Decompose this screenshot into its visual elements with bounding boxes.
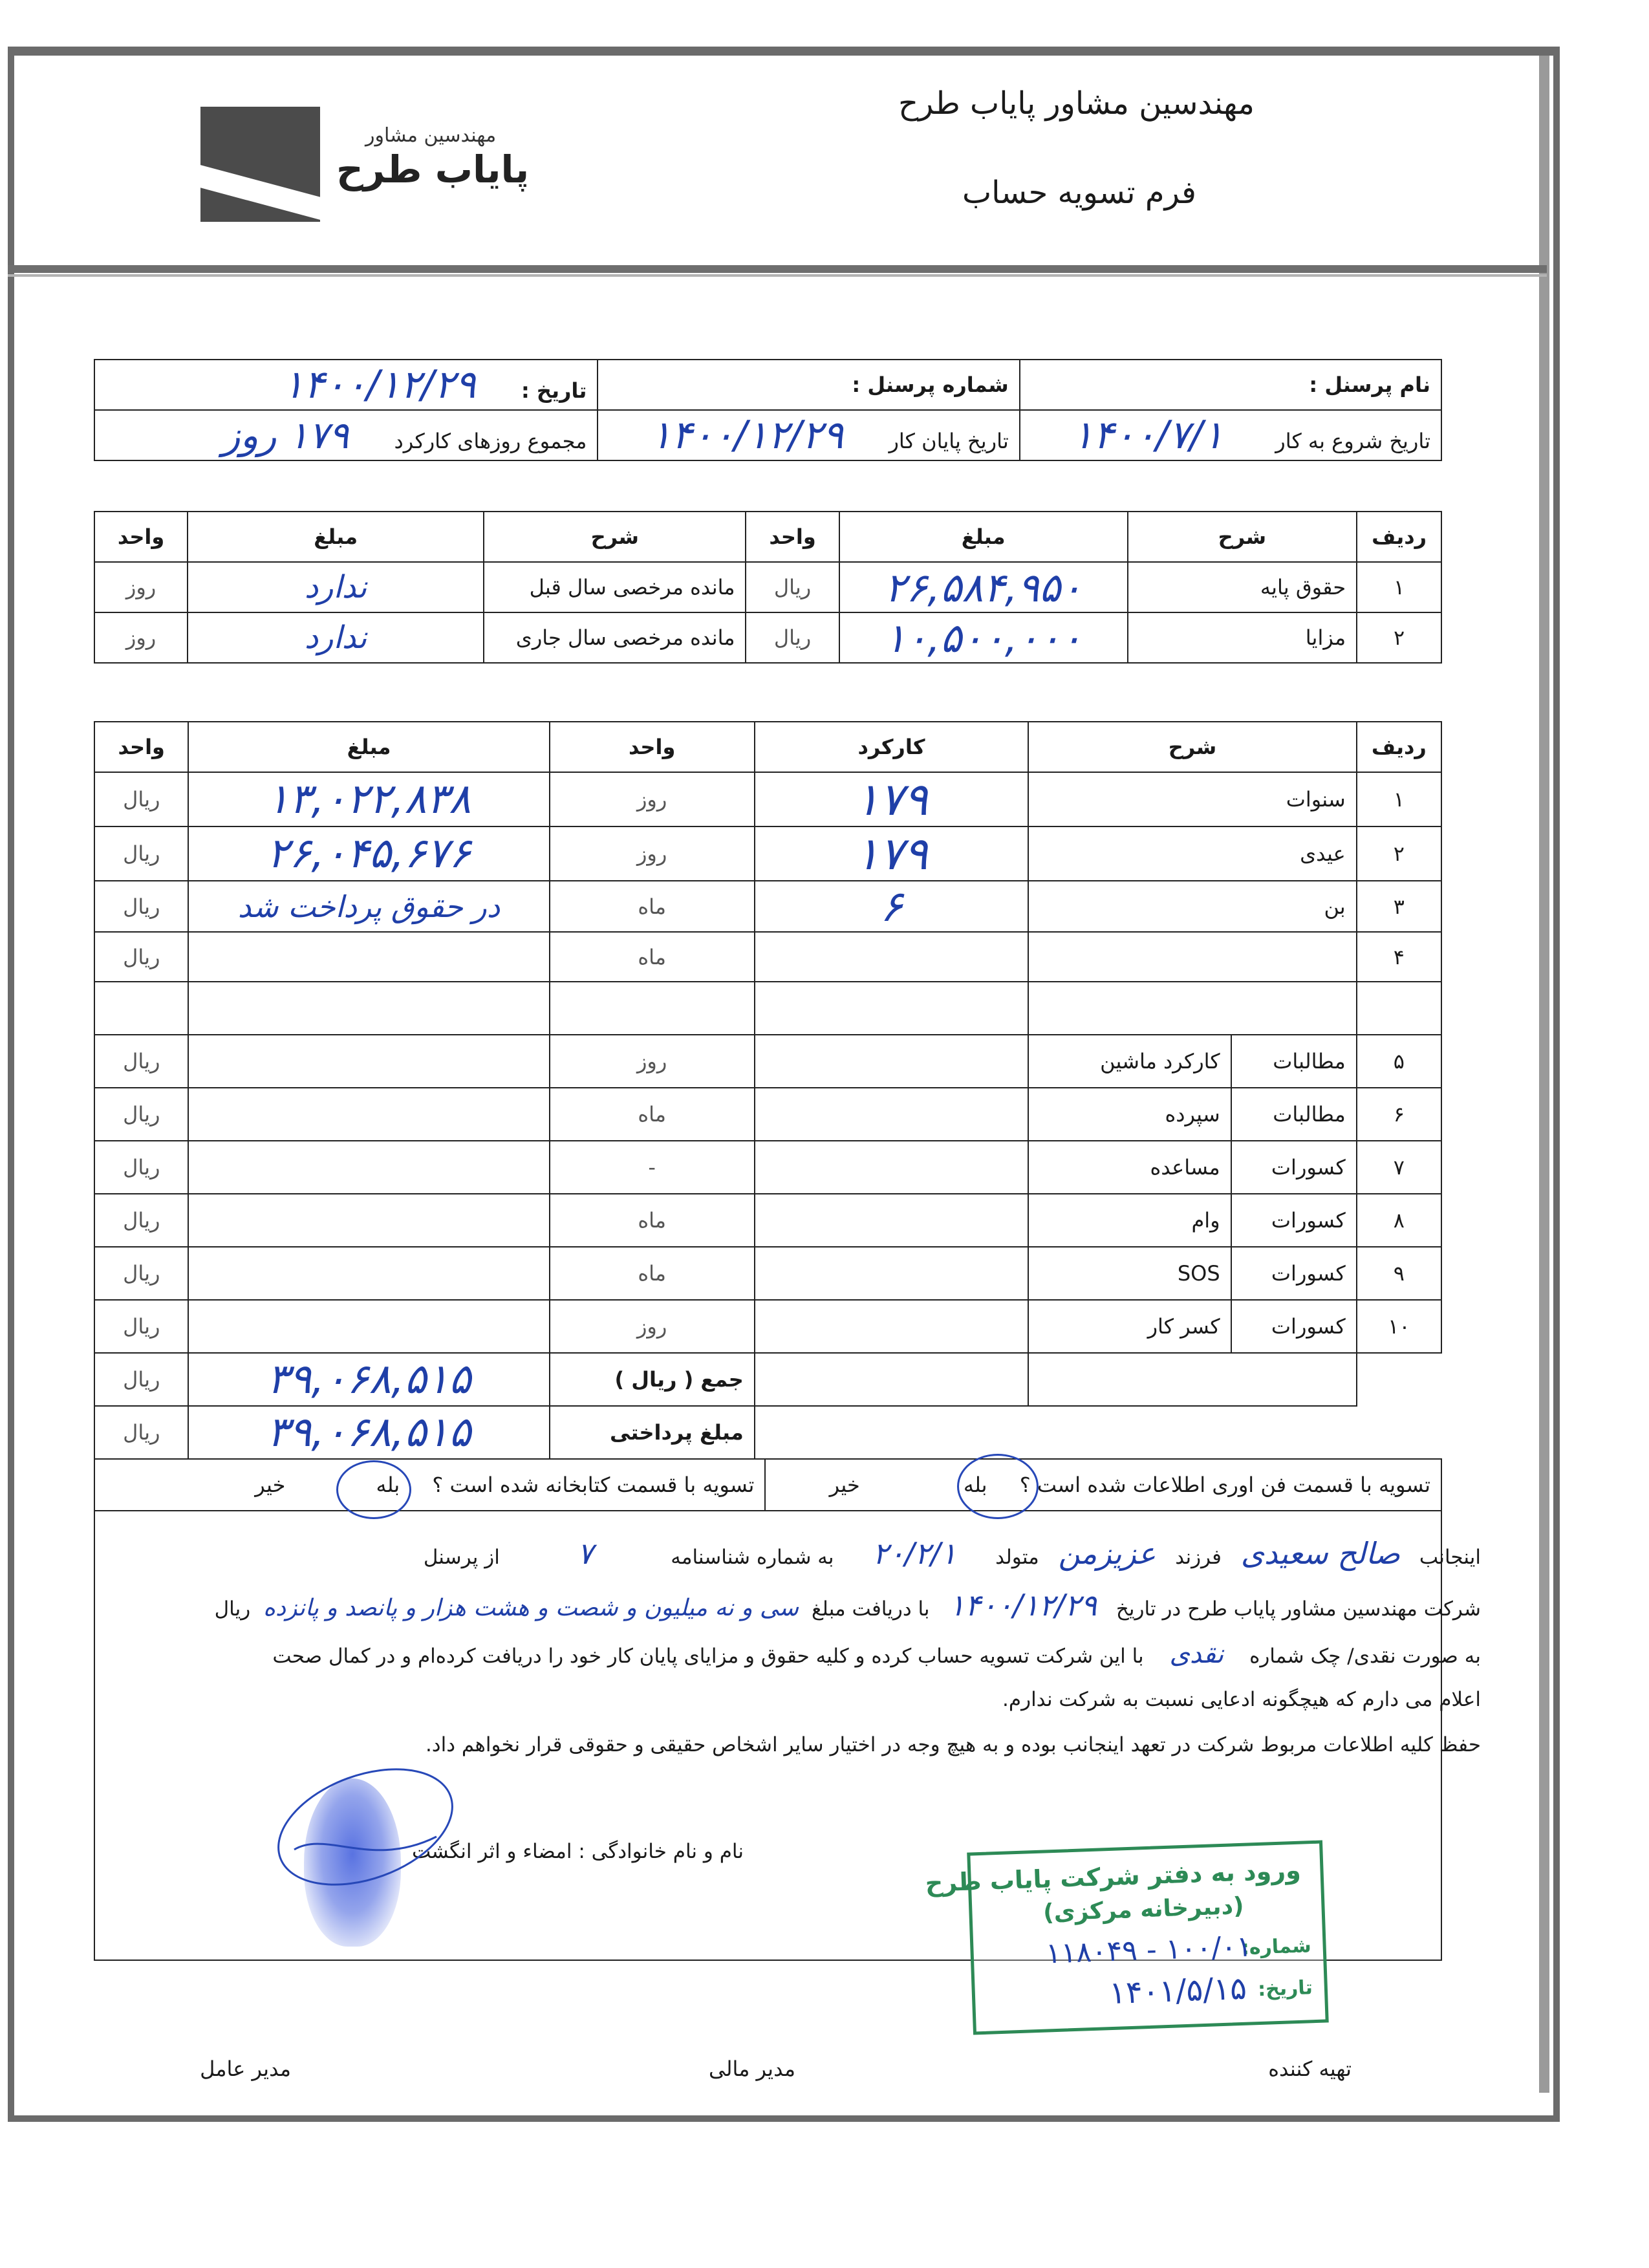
start-value: ۱۴۰۰/۷/۱ — [1072, 413, 1224, 458]
decl-amount-words: سی و نه میلیون و شصت و هشت هزار و پانصد و پانزده — [263, 1595, 799, 1621]
decl-father: عزیزمن — [1058, 1536, 1156, 1571]
row-unit-2: ریال — [94, 1247, 188, 1300]
table-row — [94, 1035, 1441, 1088]
col-unit-2: واحد — [94, 512, 188, 562]
row-no: ۱۰ — [1357, 1300, 1441, 1353]
row-desc-2: مانده مرخصی سال قبل — [484, 562, 746, 612]
stamp-number-label: شماره: — [1241, 1934, 1312, 1960]
sum-unit: ریال — [94, 1353, 188, 1406]
workdays-cell — [94, 410, 598, 460]
table-row — [94, 1194, 1441, 1247]
stamp-date-label: تاریخ: — [1257, 1976, 1313, 2002]
row-unit-2: ریال — [94, 881, 188, 932]
it-settle-cell — [765, 1459, 1441, 1511]
row-desc: سپرده — [1028, 1088, 1231, 1141]
row-desc: کارکرد ماشین — [1028, 1035, 1231, 1088]
decl-date: ۱۴۰۰/۱۲/۲۹ — [949, 1588, 1097, 1623]
library-settle-question: تسویه با قسمت کتابخانه شده است ؟ — [432, 1473, 755, 1497]
table-row — [94, 562, 1441, 612]
table-row — [94, 612, 1441, 663]
row-unit: ماه — [550, 1194, 755, 1247]
library-yes[interactable]: بله — [376, 1473, 400, 1497]
row-work: ۶ — [879, 881, 903, 931]
start-label: تاریخ شروع به کار — [1275, 429, 1430, 453]
row-category: مطالبات — [1231, 1088, 1357, 1141]
row-category: کسورات — [1231, 1141, 1357, 1194]
workdays-value: ۱۷۹ روز — [222, 413, 349, 457]
row-unit: روز — [550, 772, 755, 826]
decl-text: ریال — [214, 1597, 251, 1621]
row-desc: SOS — [1028, 1247, 1231, 1300]
row-category: مطالبات — [1231, 1035, 1357, 1088]
stamp-number-value: ۱۰۰/۰۱ - ۱۱۸۰۴۹ — [1045, 1930, 1253, 1971]
decl-text: متولد — [995, 1546, 1039, 1569]
row-desc: عیدی — [1028, 826, 1357, 881]
declaration-line-1 — [424, 1536, 1481, 1571]
row-category: کسورات — [1231, 1300, 1357, 1353]
row-no: ۲ — [1357, 826, 1441, 881]
company-name: مهندسین مشاور پایاب طرح — [898, 85, 1255, 122]
it-yes-circle — [957, 1454, 1039, 1519]
end-label: تاریخ پایان کار — [889, 429, 1009, 453]
row-work: ۱۷۹ — [855, 773, 928, 826]
registry-stamp — [925, 1840, 1329, 2035]
row-unit: روز — [550, 1035, 755, 1088]
row-amount: ۱۰,۵۰۰,۰۰۰ — [884, 614, 1083, 662]
row-category: کسورات — [1231, 1194, 1357, 1247]
col-amount: مبلغ — [839, 512, 1128, 562]
row-work — [755, 932, 1028, 982]
company-logo — [200, 107, 320, 222]
preparer-label: تهیه کننده — [1268, 2057, 1352, 2081]
row-desc-2: مانده مرخصی سال جاری — [484, 612, 746, 663]
row-unit-2: ریال — [94, 772, 188, 826]
signature — [268, 1759, 462, 1895]
date-label: تاریخ : — [521, 378, 587, 403]
decl-text: اینجانب — [1419, 1546, 1481, 1569]
row-unit: ماه — [550, 1088, 755, 1141]
library-settle-cell — [94, 1459, 765, 1511]
row-desc: مساعده — [1028, 1141, 1231, 1194]
stamp-subtitle: (دبیرخانه مرکزی) — [1042, 1892, 1245, 1927]
declaration-line-2 — [215, 1588, 1481, 1623]
decl-birth: ۲۰/۲/۱ — [872, 1536, 957, 1571]
row-no: ۸ — [1357, 1194, 1441, 1247]
payment-unit: ریال — [94, 1406, 188, 1459]
salary-table — [94, 511, 1442, 664]
col-row-no: ردیف — [1357, 722, 1441, 772]
row-unit-2: ریال — [94, 1035, 188, 1088]
name-label: نام پرسنل : — [1020, 360, 1441, 410]
table-row — [94, 1247, 1441, 1300]
table-row — [94, 772, 1441, 826]
sum-row — [94, 1353, 1441, 1406]
decl-payment-method: نقدی — [1169, 1639, 1224, 1669]
col-desc-2: شرح — [484, 512, 746, 562]
it-yes[interactable]: بله — [963, 1473, 987, 1497]
end-cell — [598, 410, 1019, 460]
row-unit: ریال — [746, 562, 839, 612]
row-no: ۷ — [1357, 1141, 1441, 1194]
declaration-line-3 — [272, 1639, 1481, 1669]
col-unit-2: واحد — [94, 722, 188, 772]
form-title: فرم تسویه حساب — [962, 175, 1196, 211]
personnel-info-table — [94, 359, 1442, 461]
settlement-table — [94, 721, 1442, 1460]
row-desc: سنوات — [1028, 772, 1357, 826]
row-amount: ۱۳,۰۲۲,۸۳۸ — [266, 775, 471, 823]
library-no[interactable]: خیر — [255, 1473, 286, 1497]
signature-label: نام و نام خانوادگی : امضاء و اثر انگشت — [412, 1840, 744, 1863]
row-no: ۵ — [1357, 1035, 1441, 1088]
header-divider — [8, 265, 1547, 273]
row-amount-2: ندارد — [304, 620, 367, 656]
decl-text: به شماره شناسنامه — [671, 1546, 834, 1569]
date-value: ۱۴۰۰/۱۲/۲۹ — [283, 362, 476, 407]
row-unit-2: ریال — [94, 932, 188, 982]
col-unit: واحد — [746, 512, 839, 562]
row-no: ۲ — [1357, 612, 1441, 663]
frame-shadow — [1539, 56, 1549, 2093]
col-work: کارکرد — [755, 722, 1028, 772]
row-unit: ماه — [550, 932, 755, 982]
row-unit: ریال — [746, 612, 839, 663]
payment-row — [94, 1406, 1441, 1459]
payment-label: مبلغ پرداختی — [550, 1406, 755, 1459]
decl-text: از پرسنل — [423, 1546, 500, 1569]
table-row — [94, 1141, 1441, 1194]
row-desc: بن — [1028, 881, 1357, 932]
row-unit-2: ریال — [94, 1194, 188, 1247]
stamp-date-value: ۱۴۰۱/۵/۱۵ — [1108, 1970, 1247, 2012]
row-no: ۶ — [1357, 1088, 1441, 1141]
date-cell — [94, 360, 598, 410]
row-unit: - — [550, 1141, 755, 1194]
row-no: ۱ — [1357, 562, 1441, 612]
row-amount-2: ندارد — [304, 569, 367, 605]
logo-subtitle: مهندسین مشاور — [365, 124, 497, 147]
decl-text: به صورت نقدی/ چک شماره — [1249, 1645, 1481, 1668]
it-settle-question: تسویه با قسمت فن اوری اطلاعات شده است ؟ — [1019, 1473, 1430, 1497]
row-work: ۱۷۹ — [855, 827, 928, 880]
personnel-no-label: شماره پرسنل : — [598, 360, 1019, 410]
it-no[interactable]: خیر — [829, 1473, 860, 1497]
col-row-no: ردیف — [1357, 512, 1441, 562]
spacer-row — [94, 982, 1441, 1035]
row-amount: ۲۶,۰۴۵,۶۷۶ — [266, 830, 471, 878]
payment-value: ۳۹,۰۶۸,۵۱۵ — [266, 1409, 471, 1456]
stamp-title: ورود به دفتر شرکت پایاب طرح — [925, 1855, 1302, 1897]
table-row — [94, 881, 1441, 932]
decl-text: با این شرکت تسویه حساب کرده و کلیه حقوق و مزایای پایان کار خود را دریافت کرده‌ام و در کمال صحت — [272, 1645, 1144, 1668]
row-unit: روز — [550, 1300, 755, 1353]
workdays-label: مجموع روزهای کارکرد — [394, 429, 587, 453]
decl-name: صالح سعیدی — [1240, 1536, 1401, 1571]
table-row — [94, 1300, 1441, 1353]
sum-value: ۳۹,۰۶۸,۵۱۵ — [266, 1355, 471, 1403]
decl-id: ۷ — [577, 1536, 594, 1571]
row-unit: ماه — [550, 881, 755, 932]
row-unit-2: ریال — [94, 1141, 188, 1194]
row-desc: کسر کار — [1028, 1300, 1231, 1353]
table-row — [94, 1088, 1441, 1141]
col-amount-2: مبلغ — [188, 512, 484, 562]
declaration-line-4: اعلام می دارم که هیچگونه ادعایی نسبت به شرکت ندارم. — [1002, 1688, 1481, 1711]
decl-text: با دریافت مبلغ — [811, 1597, 930, 1621]
col-amount: مبلغ — [188, 722, 549, 772]
finance-manager-label: مدیر مالی — [709, 2057, 795, 2081]
end-value: ۱۴۰۰/۱۲/۲۹ — [651, 413, 844, 458]
header-divider-shadow — [8, 274, 1547, 277]
row-amount — [188, 932, 549, 982]
row-no: ۳ — [1357, 881, 1441, 932]
decl-text: فرزند — [1175, 1546, 1222, 1569]
row-unit-2: روز — [94, 562, 188, 612]
table-row — [94, 932, 1441, 982]
declaration-line-5: حفظ کلیه اطلاعات مربوط شرکت در تعهد اینجانب بوده و به هیچ وجه در اختیار سایر اشخاص حقیقی و حقوقی قرار نخواهم داد. — [425, 1733, 1481, 1756]
row-unit-2: روز — [94, 612, 188, 663]
row-unit-2: ریال — [94, 826, 188, 881]
row-amount: ۲۶,۵۸۴,۹۵۰ — [884, 563, 1083, 611]
row-desc: حقوق پایه — [1128, 562, 1357, 612]
row-no: ۹ — [1357, 1247, 1441, 1300]
row-no: ۱ — [1357, 772, 1441, 826]
col-desc: شرح — [1128, 512, 1357, 562]
sum-label: جمع ( ریال ) — [550, 1353, 755, 1406]
row-desc — [1028, 932, 1357, 982]
ceo-label: مدیر عامل — [200, 2057, 291, 2081]
col-desc: شرح — [1028, 722, 1357, 772]
row-unit-2: ریال — [94, 1300, 188, 1353]
row-desc: مزایا — [1128, 612, 1357, 663]
decl-text: شرکت مهندسین مشاور پایاب طرح در تاریخ — [1116, 1597, 1481, 1621]
row-category: کسورات — [1231, 1247, 1357, 1300]
row-no: ۴ — [1357, 932, 1441, 982]
row-unit: روز — [550, 826, 755, 881]
row-unit-2: ریال — [94, 1088, 188, 1141]
row-desc: وام — [1028, 1194, 1231, 1247]
row-unit: ماه — [550, 1247, 755, 1300]
row-amount: در حقوق پرداخت شد — [237, 889, 501, 924]
start-cell — [1020, 410, 1441, 460]
logo-title: پایاب طرح — [336, 147, 530, 191]
settlement-checks — [94, 1458, 1442, 1511]
col-unit: واحد — [550, 722, 755, 772]
table-row — [94, 826, 1441, 881]
